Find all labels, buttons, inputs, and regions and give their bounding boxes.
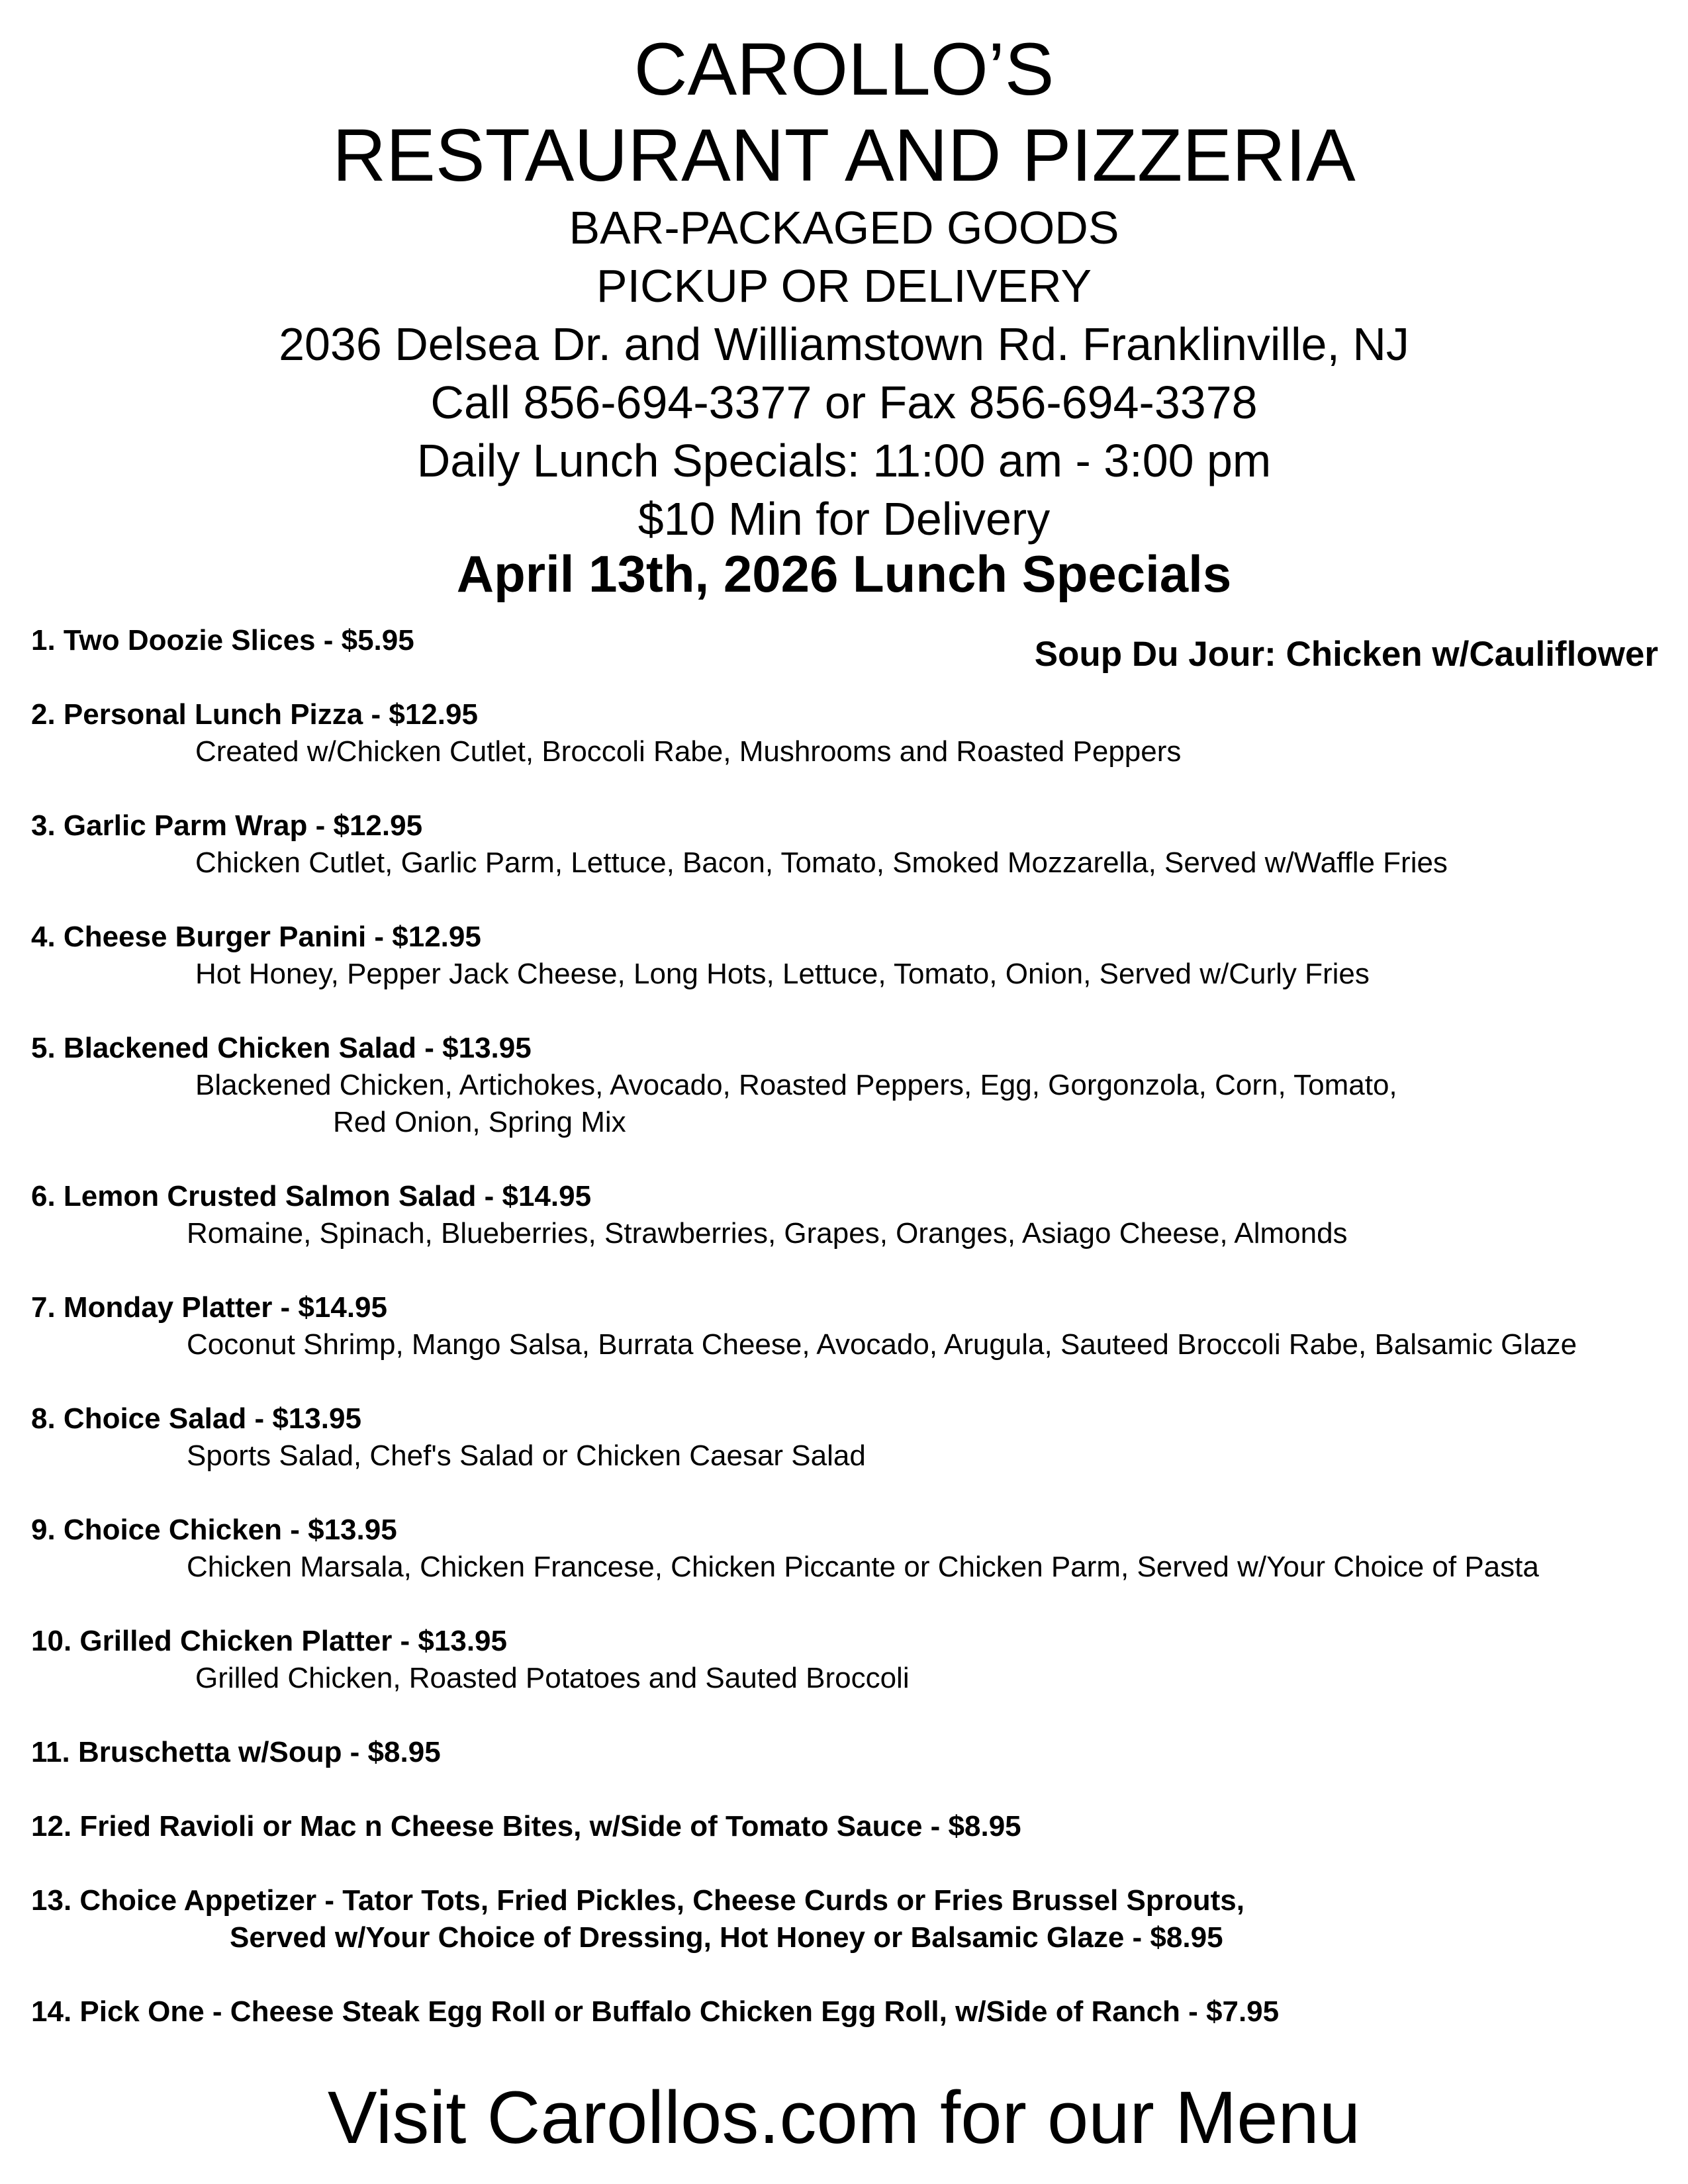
menu-item-title: 4. Cheese Burger Panini - $12.95: [31, 921, 481, 953]
menu-item-title: 13. Choice Appetizer - Tator Tots, Fried Pickles, Cheese Curds or Fries Brussel Sprouts,: [31, 1884, 1245, 1917]
menu-item-title: 14. Pick One - Cheese Steak Egg Roll or Buffalo Chicken Egg Roll, w/Side of Ranch - $7.95: [31, 1995, 1280, 2028]
header-phone: Call 856-694-3377 or Fax 856-694-3378: [430, 377, 1258, 428]
header-line-bar: BAR-PACKAGED GOODS: [569, 202, 1119, 253]
menu-item-title: 3. Garlic Parm Wrap - $12.95: [31, 809, 423, 842]
menu-item-title: 9. Choice Chicken - $13.95: [31, 1514, 397, 1546]
menu-item: [31, 1178, 1348, 1252]
menu-item-description: Sports Salad, Chef's Salad or Chicken Caesar Salad: [187, 1439, 866, 1472]
menu-item-description: Romaine, Spinach, Blueberries, Strawberries, Grapes, Oranges, Asiago Cheese, Almonds: [187, 1217, 1348, 1250]
menu-item-title: 6. Lemon Crusted Salmon Salad - $14.95: [31, 1180, 592, 1212]
menu-item: [31, 919, 1370, 993]
menu-item: [31, 1030, 1397, 1141]
menu-item: [31, 696, 1181, 770]
menu-item: [31, 1808, 1021, 1845]
menu-item: [31, 1623, 910, 1697]
website-footer: Visit Carollos.com for our Menu: [327, 2076, 1361, 2159]
header-address: 2036 Delsea Dr. and Williamstown Rd. Franklinville, NJ: [279, 318, 1409, 370]
menu-item-title: 5. Blackened Chicken Salad - $13.95: [31, 1032, 532, 1064]
menu-item-title: 2. Personal Lunch Pizza - $12.95: [31, 698, 478, 731]
menu-item: [31, 1993, 1279, 2030]
menu-item-description: Grilled Chicken, Roasted Potatoes and Sauted Broccoli: [195, 1662, 910, 1694]
header-delivery-minimum: $10 Min for Delivery: [637, 493, 1051, 545]
menu-item-description: Created w/Chicken Cutlet, Broccoli Rabe, Mushrooms and Roasted Peppers: [195, 735, 1182, 768]
menu-item: [31, 1400, 866, 1475]
menu-item: [31, 622, 414, 659]
header-line-pickup: PICKUP OR DELIVERY: [596, 260, 1092, 312]
restaurant-subtitle: RESTAURANT AND PIZZERIA: [332, 114, 1356, 197]
menu-item-description: Chicken Cutlet, Garlic Parm, Lettuce, Bacon, Tomato, Smoked Mozzarella, Served w/Waffle Fries: [195, 846, 1448, 879]
menu-item-title-cont: Served w/Your Choice of Dressing, Hot Honey or Balsamic Glaze - $8.95: [230, 1921, 1223, 1954]
restaurant-name: CAROLLO’S: [633, 28, 1055, 111]
menu-item-title: 12. Fried Ravioli or Mac n Cheese Bites, w/Side of Tomato Sauce - $8.95: [31, 1810, 1021, 1843]
soup-du-jour: Soup Du Jour: Chicken w/Cauliflower: [1034, 635, 1658, 674]
menu-item-description: Hot Honey, Pepper Jack Cheese, Long Hots, Lettuce, Tomato, Onion, Served w/Curly Fries: [195, 958, 1370, 990]
menu-item-title: 10. Grilled Chicken Platter - $13.95: [31, 1625, 507, 1657]
menu-item-description: Coconut Shrimp, Mango Salsa, Burrata Cheese, Avocado, Arugula, Sauteed Broccoli Rabe, Balsamic Glaze: [187, 1328, 1577, 1361]
menu-item-title: 11. Bruschetta w/Soup - $8.95: [31, 1736, 441, 1768]
menu-item-title: 1. Two Doozie Slices - $5.95: [31, 624, 414, 657]
menu-item-description: Chicken Marsala, Chicken Francese, Chicken Piccante or Chicken Parm, Served w/Your Choice of Pasta: [187, 1551, 1539, 1583]
menu-item-description: Blackened Chicken, Artichokes, Avocado, Roasted Peppers, Egg, Gorgonzola, Corn, Tomato,: [195, 1069, 1397, 1101]
menu-item: [31, 1734, 441, 1771]
menu-item: [31, 807, 1448, 882]
menu-item-title: 8. Choice Salad - $13.95: [31, 1402, 361, 1435]
specials-date-title: April 13th, 2026 Lunch Specials: [456, 545, 1232, 603]
menu-item-title: 7. Monday Platter - $14.95: [31, 1291, 387, 1324]
menu-item: [31, 1512, 1539, 1586]
menu-item: [31, 1882, 1244, 1956]
menu-item-description-cont: Red Onion, Spring Mix: [333, 1106, 626, 1138]
menu-item: [31, 1289, 1577, 1363]
header-hours: Daily Lunch Specials: 11:00 am - 3:00 pm: [416, 435, 1272, 486]
